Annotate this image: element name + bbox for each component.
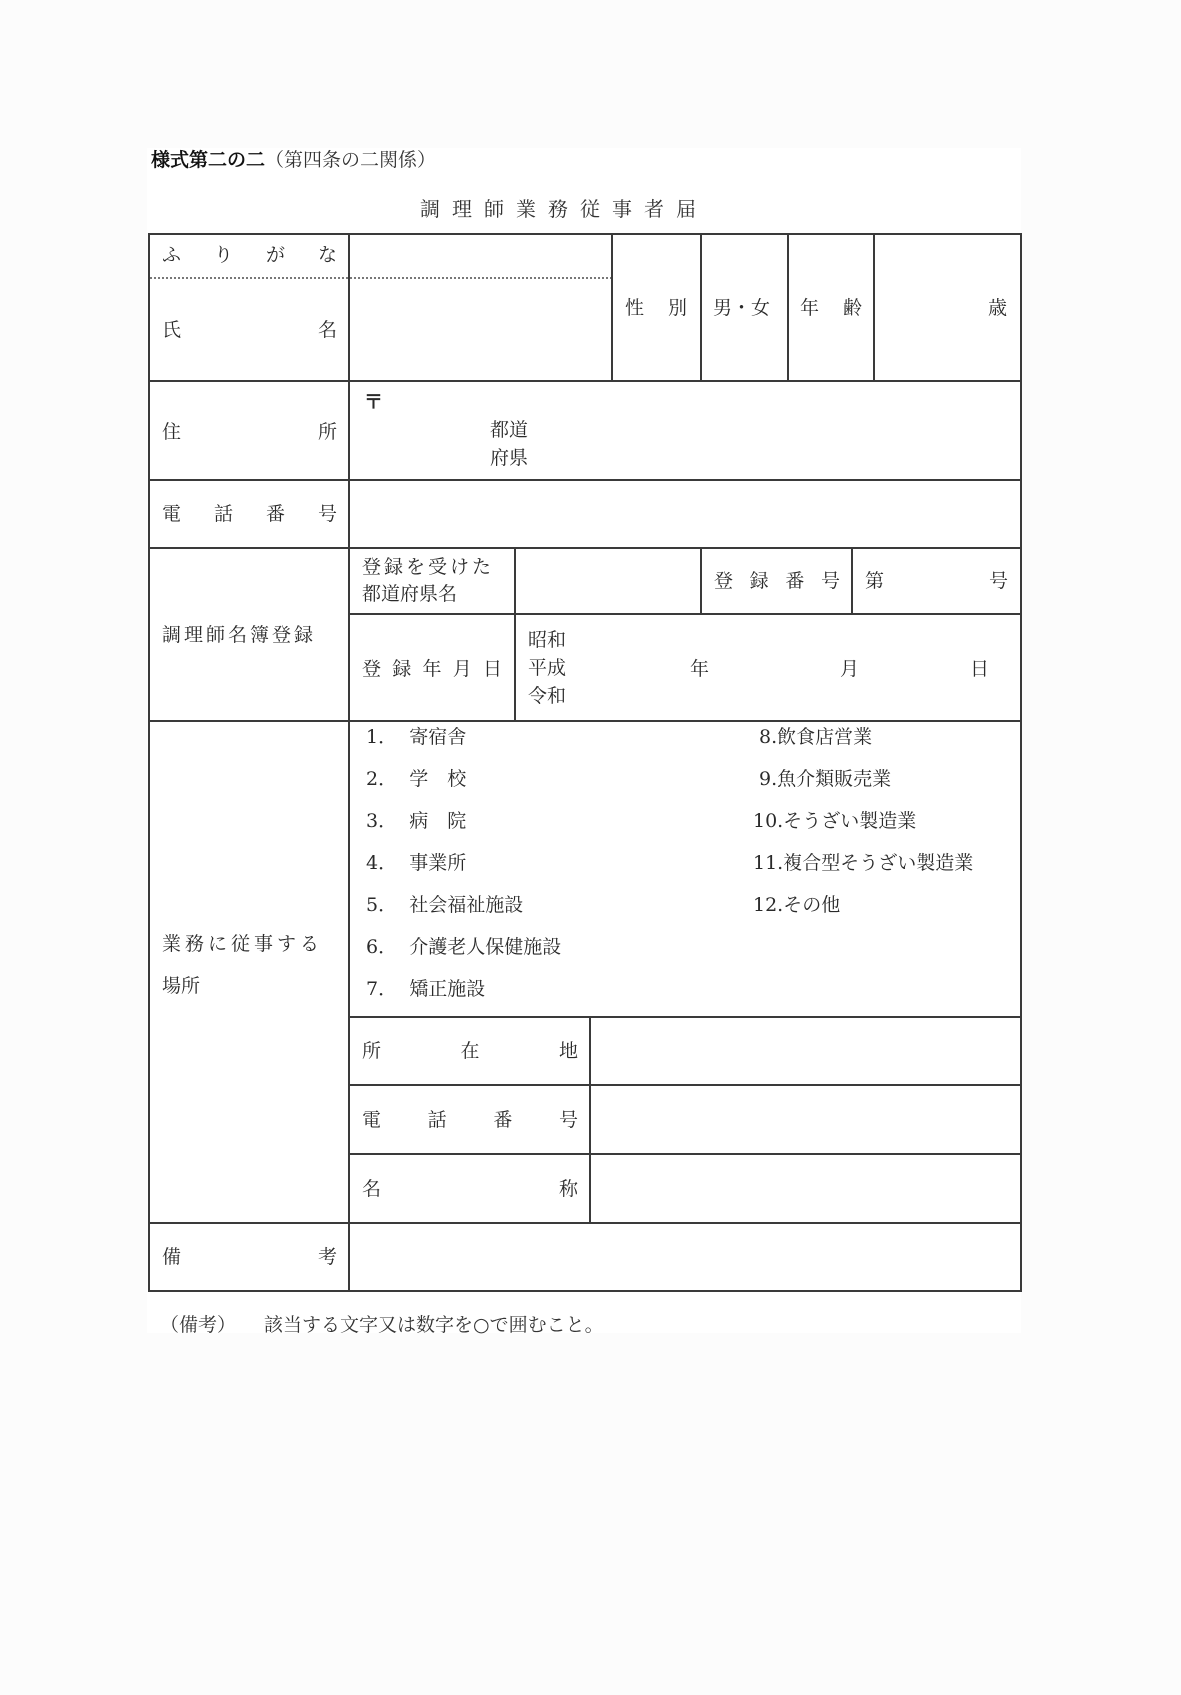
row-divider-phone (148, 547, 1022, 549)
sex-options[interactable]: 男・女 (713, 297, 771, 319)
prefecture-suffix-line2: 府県 (490, 447, 529, 469)
registry-prefecture-input[interactable] (517, 550, 699, 612)
option-label: そうざい製造業 (783, 810, 917, 832)
row-divider-registry (148, 720, 1022, 722)
age-unit: 歳 (988, 297, 1008, 319)
sex-column-divider (611, 233, 613, 381)
row-divider-workplace (148, 1222, 1022, 1224)
registry-section-label: 調理師名簿登録 (162, 624, 317, 646)
label-char: 名 (317, 319, 337, 341)
workplace-option[interactable] (366, 938, 561, 957)
table-top-border (148, 233, 1022, 235)
registry-prefecture-label-line2: 都道府県名 (362, 583, 458, 605)
label-char: 所 (317, 421, 337, 443)
label-char: 在 (460, 1040, 480, 1062)
workplace-option[interactable] (366, 770, 466, 789)
workplace-section-label-line1: 業務に従事する (162, 933, 324, 955)
label-char: 号 (820, 570, 840, 592)
age-column-divider (787, 233, 789, 381)
year-unit: 年 (690, 658, 710, 680)
reg-number-prefix: 第 (865, 570, 885, 592)
label-char: 日 (482, 658, 502, 680)
reg-number-label-divider (700, 547, 702, 614)
label-char: 齢 (842, 297, 862, 319)
label-char: 備 (162, 1246, 182, 1268)
workplace-name-label (362, 1180, 578, 1199)
label-char: 号 (558, 1109, 578, 1131)
form-number: 様式第二の二 (151, 149, 266, 171)
label-char: り (213, 244, 233, 266)
reg-date-label (362, 660, 502, 679)
option-number: 9. (753, 768, 778, 790)
era-heisei[interactable]: 平成 (528, 657, 567, 679)
address-input[interactable] (351, 383, 1019, 478)
workplace-option[interactable] (753, 728, 872, 747)
age-label (800, 299, 862, 318)
label-char: 称 (558, 1178, 578, 1200)
sex-label (625, 299, 687, 318)
label-char: 住 (162, 421, 182, 443)
option-label: 病 院 (409, 810, 467, 832)
workplace-option[interactable] (753, 854, 973, 873)
row-divider-name (148, 380, 1022, 382)
reg-month-input[interactable] (715, 640, 835, 690)
workplace-phone-divider (348, 1153, 1022, 1155)
name-label (162, 321, 337, 340)
address-label (162, 423, 337, 442)
sex-value-divider (700, 233, 702, 381)
option-label: 矯正施設 (409, 978, 486, 1000)
reg-number-label (714, 572, 840, 591)
form-title: 調理師業務従事者届 (420, 197, 708, 221)
option-label: 介護老人保健施設 (409, 936, 562, 958)
footnote-text: 該当する文字又は数字を○で囲むこと。 (264, 1314, 604, 1336)
workplace-subcolumn-divider (589, 1016, 591, 1223)
option-number: 6． (366, 936, 398, 958)
option-label: その他 (783, 894, 841, 916)
footnote (160, 1310, 604, 1337)
option-label: 学 校 (409, 768, 467, 790)
label-char: 録 (392, 658, 412, 680)
option-number: 11. (753, 852, 784, 874)
label-column-divider (348, 233, 350, 1292)
workplace-option[interactable] (753, 770, 891, 789)
label-char: 録 (749, 570, 769, 592)
option-label: 社会福祉施設 (409, 894, 524, 916)
workplace-location-label (362, 1042, 578, 1061)
option-label: 事業所 (409, 852, 467, 874)
form-number-heading (151, 145, 436, 172)
label-char: 登 (714, 570, 734, 592)
label-char: 号 (317, 503, 337, 525)
label-char: な (317, 244, 337, 266)
workplace-option[interactable] (366, 896, 523, 915)
option-number: 8. (753, 726, 778, 748)
age-input[interactable] (876, 236, 996, 379)
age-value-divider (873, 233, 875, 381)
option-number: 1． (366, 726, 398, 748)
option-label: 飲食店営業 (777, 726, 873, 748)
label-char: 性 (625, 297, 645, 319)
day-unit: 日 (970, 658, 990, 680)
workplace-location-divider (348, 1084, 1022, 1086)
registry-inner-divider (348, 613, 1022, 615)
label-char: 登 (362, 658, 382, 680)
label-char: 別 (667, 297, 687, 319)
furigana-label (162, 246, 337, 265)
workplace-option[interactable] (366, 854, 466, 873)
footnote-prefix: （備考） (160, 1314, 237, 1336)
option-number: 2． (366, 768, 398, 790)
label-char: 氏 (162, 319, 182, 341)
workplace-section-label-line2: 場所 (162, 975, 201, 997)
reg-day-input[interactable] (865, 640, 965, 690)
table-right-border (1020, 233, 1022, 1292)
option-number: 10. (753, 810, 784, 832)
label-char: 番 (785, 570, 805, 592)
workplace-option[interactable] (366, 728, 466, 747)
option-number: 4． (366, 852, 398, 874)
remarks-input[interactable] (351, 1225, 1019, 1289)
label-char: が (265, 244, 285, 266)
option-number: 7． (366, 978, 398, 1000)
option-number: 5． (366, 894, 398, 916)
option-label: 魚介類販売業 (777, 768, 892, 790)
form-reference: （第四条の二関係） (265, 149, 437, 171)
workplace-list-divider (348, 1016, 1022, 1018)
reg-number-input[interactable] (890, 550, 985, 612)
label-char: 年 (800, 297, 820, 319)
workplace-option[interactable] (753, 812, 916, 831)
workplace-location-input[interactable] (592, 1019, 1019, 1083)
label-char: 電 (362, 1109, 382, 1131)
postal-mark-icon: 〒 (364, 391, 384, 413)
furigana-divider (150, 277, 612, 279)
label-char: 所 (362, 1040, 382, 1062)
label-char: 番 (493, 1109, 513, 1131)
registry-prefecture-label-line1: 登録を受けた (362, 556, 495, 578)
month-unit: 月 (840, 658, 860, 680)
reg-number-suffix: 号 (989, 570, 1009, 592)
workplace-option[interactable] (366, 812, 466, 831)
name-input[interactable] (351, 280, 610, 379)
furigana-input[interactable] (351, 236, 610, 276)
workplace-phone-label (362, 1111, 578, 1130)
era-reiwa[interactable]: 令和 (528, 685, 567, 707)
reg-year-input[interactable] (575, 640, 685, 690)
era-showa[interactable]: 昭和 (528, 629, 567, 651)
option-number: 12. (753, 894, 784, 916)
label-char: 地 (558, 1040, 578, 1062)
workplace-option[interactable] (366, 980, 485, 999)
phone-label (162, 505, 337, 524)
table-bottom-border (148, 1290, 1022, 1292)
workplace-name-input[interactable] (592, 1156, 1019, 1221)
label-char: 考 (317, 1246, 337, 1268)
remarks-label (162, 1248, 337, 1267)
label-char: 電 (162, 503, 182, 525)
phone-input[interactable] (351, 482, 1019, 546)
label-char: 月 (452, 658, 472, 680)
registry-subcolumn-divider (514, 547, 516, 721)
label-char: 話 (427, 1109, 447, 1131)
row-divider-address (148, 479, 1022, 481)
label-char: ふ (162, 244, 182, 266)
label-char: 年 (422, 658, 442, 680)
option-number: 3． (366, 810, 398, 832)
label-char: 話 (213, 503, 233, 525)
label-char: 番 (265, 503, 285, 525)
label-char: 名 (362, 1178, 382, 1200)
option-label: 寄宿舎 (409, 726, 467, 748)
workplace-phone-input[interactable] (592, 1087, 1019, 1152)
table-left-border (148, 233, 150, 1292)
prefecture-suffix-line1: 都道 (490, 419, 529, 441)
option-label: 複合型そうざい製造業 (783, 852, 974, 874)
reg-number-value-divider (851, 547, 853, 614)
workplace-option[interactable] (753, 896, 840, 915)
